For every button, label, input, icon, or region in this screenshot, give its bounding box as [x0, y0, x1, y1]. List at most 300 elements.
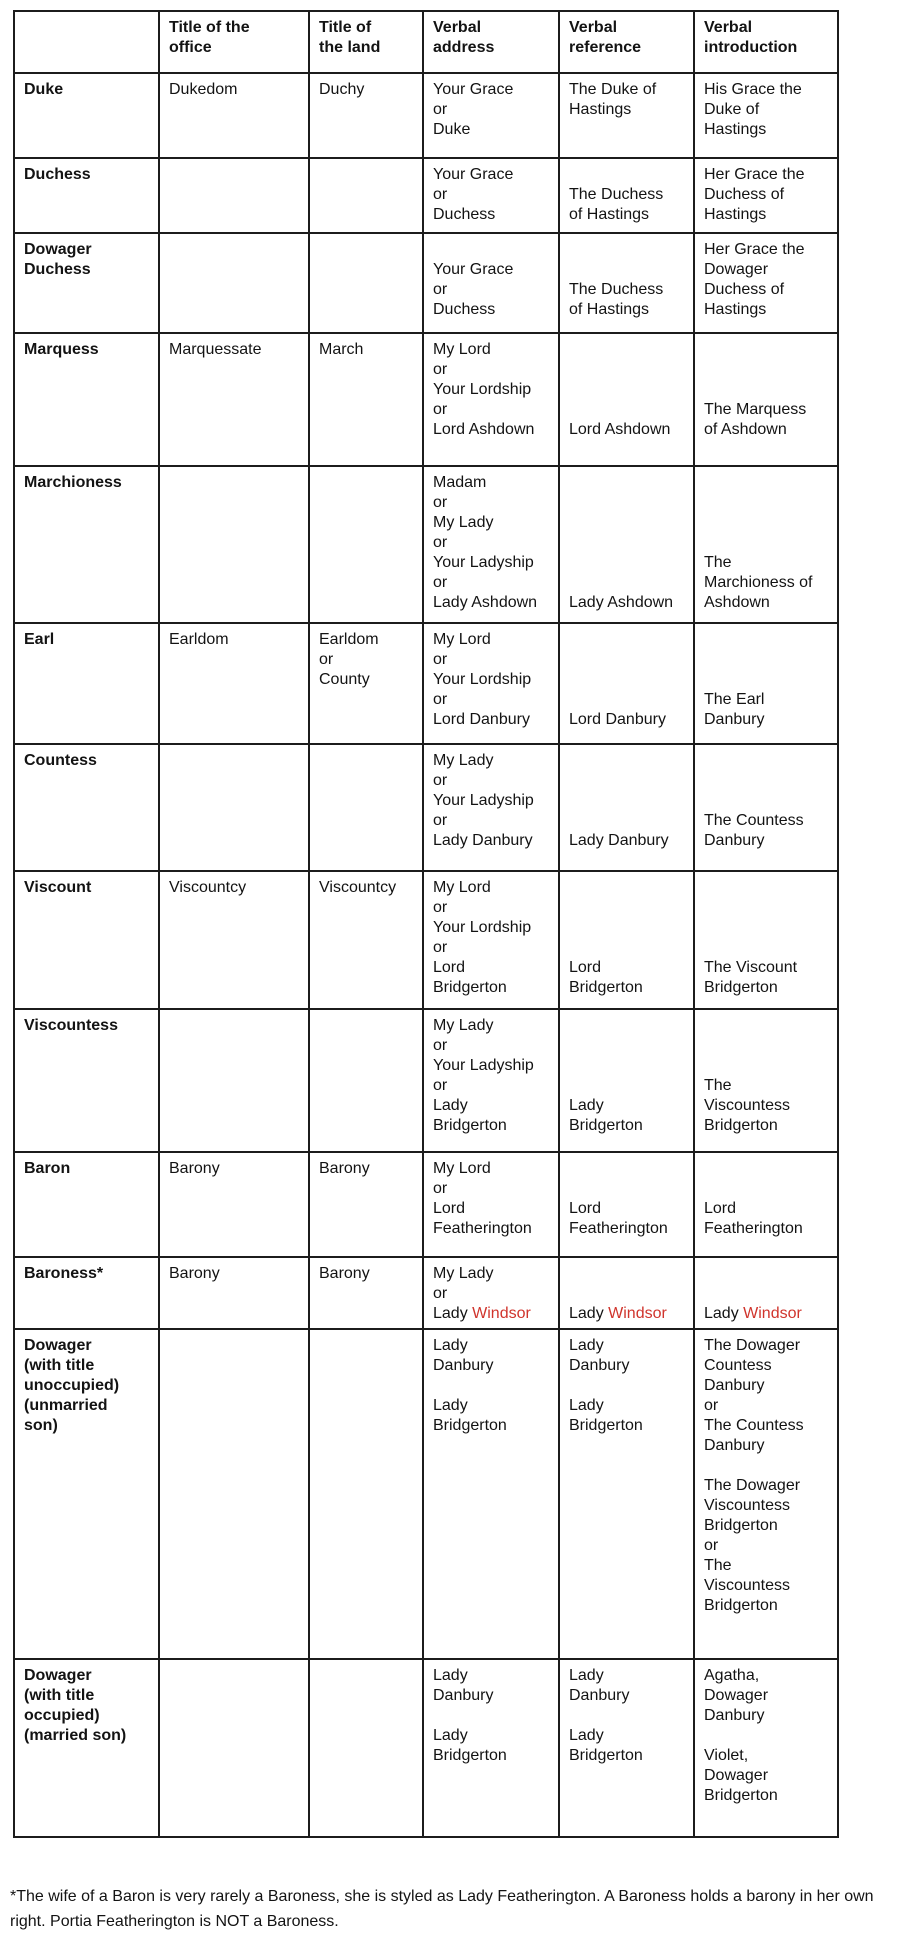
cell-line: of Hastings — [569, 301, 650, 318]
dowager-title-occupied-title-of-land — [309, 1659, 423, 1837]
cell-line: Barony — [169, 1160, 220, 1177]
cell-line — [569, 630, 686, 650]
cell-line: Danbury — [704, 832, 765, 849]
cell-line: Your Ladyship — [433, 554, 534, 571]
cell-line: Title of — [319, 19, 372, 36]
cell-line — [569, 1036, 686, 1056]
cell-line — [704, 918, 830, 938]
cell-line: Danbury — [569, 1687, 630, 1704]
table-row-marchioness — [14, 466, 838, 623]
cell-line: Marchioness — [24, 474, 122, 491]
cell-line: Lord Ashdown — [569, 421, 671, 438]
cell-line: Lord — [569, 959, 602, 976]
duke-title-of-office — [159, 73, 309, 158]
dowager-title-unoccupied-row-label — [14, 1329, 159, 1659]
cell-line — [704, 1726, 830, 1746]
viscount-verbal-introduction — [694, 871, 838, 1009]
header-cell-row-label — [14, 11, 159, 73]
cell-line: introduction — [704, 39, 798, 56]
cell-line — [569, 493, 686, 513]
cell-line — [569, 533, 686, 553]
cell-line: or — [433, 691, 448, 708]
cell-line — [569, 811, 686, 831]
cell-line — [569, 938, 686, 958]
cell-line: The Duchess — [569, 186, 664, 203]
cell-line: or — [433, 494, 448, 511]
cell-line — [704, 1264, 830, 1284]
cell-line — [569, 1284, 686, 1304]
cell-line: Your Grace — [433, 166, 514, 183]
countess-verbal-introduction — [694, 744, 838, 871]
baroness-title-of-land — [309, 1257, 423, 1329]
cell-line — [569, 791, 686, 811]
cell-line: or — [433, 651, 448, 668]
cell-line: Featherington — [569, 1220, 668, 1237]
cell-line: Bridgerton — [433, 1117, 507, 1134]
duchess-verbal-reference — [559, 158, 694, 233]
viscount-verbal-reference — [559, 871, 694, 1009]
countess-verbal-reference — [559, 744, 694, 871]
cell-line: Verbal — [569, 19, 618, 36]
cell-line: The Countess — [704, 812, 804, 829]
dowager-title-occupied-verbal-introduction — [694, 1659, 838, 1837]
cell-line: occupied) — [24, 1707, 100, 1724]
cell-line: or — [433, 1037, 448, 1054]
cell-line: Viscount — [24, 879, 92, 896]
cell-line: Hastings — [704, 206, 767, 223]
cell-line: Dukedom — [169, 81, 238, 98]
cell-line — [704, 751, 830, 771]
cell-line: Lady — [569, 1397, 604, 1414]
cell-line: The Marquess — [704, 401, 807, 418]
cell-line: Dowager — [24, 241, 92, 258]
table-row-viscount — [14, 871, 838, 1009]
cell-line — [704, 360, 830, 380]
cell-line: Viscountcy — [169, 879, 247, 896]
cell-line: Earldom — [319, 631, 379, 648]
table-row-baron — [14, 1152, 838, 1257]
cell-line — [569, 1056, 686, 1076]
cell-line: Hastings — [704, 121, 767, 138]
baron-title-of-office — [159, 1152, 309, 1257]
cell-line: or — [319, 651, 334, 668]
dowager-duchess-row-label — [14, 233, 159, 333]
table-row-duke — [14, 73, 838, 158]
cell-line — [704, 493, 830, 513]
cell-line: Bridgerton — [433, 979, 507, 996]
viscountess-verbal-reference — [559, 1009, 694, 1152]
cell-line — [704, 1179, 830, 1199]
baron-row-label — [14, 1152, 159, 1257]
duchess-verbal-address — [423, 158, 559, 233]
cell-line: Your Ladyship — [433, 792, 534, 809]
cell-line: Marquessate — [169, 341, 262, 358]
baroness-verbal-address — [423, 1257, 559, 1329]
cell-line: Duchess — [433, 206, 496, 223]
cell-line: or — [433, 281, 448, 298]
dowager-title-occupied-row-label — [14, 1659, 159, 1837]
cell-line: Duke of — [704, 101, 760, 118]
cell-line: Title of the — [169, 19, 250, 36]
baroness-row-label — [14, 1257, 159, 1329]
cell-line: or — [433, 1077, 448, 1094]
cell-line — [569, 553, 686, 573]
cell-line — [569, 878, 686, 898]
cell-line: Viscountess — [24, 1017, 118, 1034]
cell-line: (with title — [24, 1357, 95, 1374]
highlighted-red-text: Windsor — [743, 1305, 802, 1322]
marquess-row-label — [14, 333, 159, 466]
cell-line: Marquess — [24, 341, 99, 358]
cell-line: Dowager — [24, 1667, 92, 1684]
cell-line — [569, 340, 686, 360]
earl-row-label — [14, 623, 159, 744]
cell-line: Lady — [433, 1667, 468, 1684]
cell-line: Lady Windsor — [704, 1305, 802, 1322]
marquess-verbal-introduction — [694, 333, 838, 466]
table-row-marquess — [14, 333, 838, 466]
duke-verbal-address — [423, 73, 559, 158]
table-row-dowager-duchess — [14, 233, 838, 333]
cell-line: Duchess of — [704, 186, 785, 203]
table-row-earl — [14, 623, 838, 744]
cell-line: The — [704, 554, 732, 571]
marchioness-title-of-office — [159, 466, 309, 623]
marchioness-verbal-address — [423, 466, 559, 623]
cell-line: or — [433, 361, 448, 378]
countess-title-of-office — [159, 744, 309, 871]
cell-line: Barony — [319, 1160, 370, 1177]
cell-line — [569, 1706, 686, 1726]
cell-line — [433, 1706, 551, 1726]
cell-line: Earldom — [169, 631, 229, 648]
earl-title-of-office — [159, 623, 309, 744]
table-row-dowager-title-unoccupied — [14, 1329, 838, 1659]
cell-line: Dowager — [704, 1767, 769, 1784]
table-header — [14, 11, 838, 73]
cell-line: His Grace the — [704, 81, 802, 98]
dowager-duchess-title-of-office — [159, 233, 309, 333]
cell-line — [704, 340, 830, 360]
cell-line: Bridgerton — [704, 1117, 778, 1134]
cell-line: Madam — [433, 474, 487, 491]
header-cell-verbal-reference — [559, 11, 694, 73]
cell-line: Lady Windsor — [569, 1305, 667, 1322]
cell-line: Lady — [569, 1097, 604, 1114]
viscount-verbal-address — [423, 871, 559, 1009]
cell-line: Duchess — [24, 166, 91, 183]
cell-line — [704, 670, 830, 690]
marchioness-row-label — [14, 466, 159, 623]
cell-line: Lady — [433, 1097, 468, 1114]
cell-line: or — [433, 1285, 448, 1302]
cell-line — [704, 630, 830, 650]
dowager-duchess-verbal-introduction — [694, 233, 838, 333]
cell-line: Your Lordship — [433, 671, 532, 688]
duke-verbal-introduction — [694, 73, 838, 158]
cell-line: Lady Ashdown — [433, 594, 538, 611]
cell-line: The Duke of — [569, 81, 657, 98]
cell-line: Danbury — [704, 711, 765, 728]
cell-line: Lady — [569, 1727, 604, 1744]
cell-line — [569, 751, 686, 771]
cell-line: County — [319, 671, 370, 688]
earl-verbal-address — [423, 623, 559, 744]
cell-line: Lady — [433, 1337, 468, 1354]
cell-line — [569, 513, 686, 533]
cell-line: The — [704, 1077, 732, 1094]
cell-line — [569, 360, 686, 380]
cell-line — [704, 878, 830, 898]
duke-row-label — [14, 73, 159, 158]
cell-line — [569, 1159, 686, 1179]
cell-line: Dowager — [704, 261, 769, 278]
cell-line — [704, 1016, 830, 1036]
dowager-title-occupied-verbal-reference — [559, 1659, 694, 1837]
header-cell-title-of-office — [159, 11, 309, 73]
dowager-title-occupied-title-of-office — [159, 1659, 309, 1837]
cell-line: Lord — [433, 959, 466, 976]
cell-line — [569, 898, 686, 918]
table-row-duchess — [14, 158, 838, 233]
cell-line — [433, 240, 551, 260]
cell-line: My Lord — [433, 1160, 491, 1177]
cell-line: office — [169, 39, 212, 56]
baron-verbal-reference — [559, 1152, 694, 1257]
marchioness-verbal-reference — [559, 466, 694, 623]
table-row-baroness — [14, 1257, 838, 1329]
cell-line: Bridgerton — [433, 1747, 507, 1764]
cell-line — [704, 1036, 830, 1056]
cell-line: Bridgerton — [569, 1417, 643, 1434]
dowager-duchess-verbal-address — [423, 233, 559, 333]
cell-line: Verbal — [433, 19, 482, 36]
cell-line: Featherington — [433, 1220, 532, 1237]
cell-line: Lady — [433, 1397, 468, 1414]
cell-line: Danbury — [704, 1377, 765, 1394]
table-body — [14, 73, 838, 1837]
cell-line — [704, 791, 830, 811]
cell-line: Earl — [24, 631, 55, 648]
cell-line — [569, 771, 686, 791]
dowager-title-unoccupied-verbal-introduction — [694, 1329, 838, 1659]
marchioness-verbal-introduction — [694, 466, 838, 623]
earl-verbal-reference — [559, 623, 694, 744]
cell-line: son) — [24, 1417, 58, 1434]
cell-line: (unmarried — [24, 1397, 108, 1414]
header-cell-title-of-land — [309, 11, 423, 73]
cell-line — [704, 513, 830, 533]
dowager-duchess-title-of-land — [309, 233, 423, 333]
table-row-viscountess — [14, 1009, 838, 1152]
cell-line: The — [704, 1557, 732, 1574]
cell-line: Violet, — [704, 1747, 749, 1764]
viscountess-verbal-address — [423, 1009, 559, 1152]
highlighted-red-text: Windsor — [608, 1305, 667, 1322]
cell-line: Viscountess — [704, 1577, 790, 1594]
cell-line: Lady Ashdown — [569, 594, 674, 611]
cell-line — [569, 690, 686, 710]
cell-line: Duchess — [24, 261, 91, 278]
cell-line — [433, 1376, 551, 1396]
cell-line: Your Lordship — [433, 381, 532, 398]
cell-line: the land — [319, 39, 381, 56]
cell-line: of Hastings — [569, 206, 650, 223]
countess-title-of-land — [309, 744, 423, 871]
cell-line: Danbury — [433, 1687, 494, 1704]
marchioness-title-of-land — [309, 466, 423, 623]
cell-line: or — [433, 772, 448, 789]
cell-line — [704, 1456, 830, 1476]
cell-line: Bridgerton — [704, 1517, 778, 1534]
duke-title-of-land — [309, 73, 423, 158]
cell-line: The Earl — [704, 691, 765, 708]
cell-line: Lady Danbury — [433, 832, 533, 849]
viscountess-verbal-introduction — [694, 1009, 838, 1152]
cell-line: Lord — [433, 1200, 466, 1217]
header-cell-verbal-introduction — [694, 11, 838, 73]
cell-line: Lord — [569, 1200, 602, 1217]
cell-line — [569, 1016, 686, 1036]
cell-line — [569, 260, 686, 280]
dowager-title-unoccupied-title-of-office — [159, 1329, 309, 1659]
cell-line: My Lord — [433, 341, 491, 358]
dowager-title-unoccupied-verbal-address — [423, 1329, 559, 1659]
cell-line: Lord Danbury — [569, 711, 666, 728]
cell-line: of Ashdown — [704, 421, 787, 438]
cell-line: My Lord — [433, 631, 491, 648]
cell-line — [704, 380, 830, 400]
cell-line — [704, 1056, 830, 1076]
marquess-verbal-address — [423, 333, 559, 466]
cell-line — [569, 573, 686, 593]
cell-line: Viscountess — [704, 1097, 790, 1114]
cell-line: Bridgerton — [569, 1117, 643, 1134]
cell-line — [704, 1284, 830, 1304]
cell-line: Hastings — [704, 301, 767, 318]
cell-line: Viscountcy — [319, 879, 397, 896]
cell-line: (with title — [24, 1687, 95, 1704]
cell-line — [24, 18, 151, 38]
cell-line: Danbury — [704, 1707, 765, 1724]
baron-title-of-land — [309, 1152, 423, 1257]
duchess-title-of-land — [309, 158, 423, 233]
cell-line — [569, 1076, 686, 1096]
header-cell-verbal-address — [423, 11, 559, 73]
cell-line: Lord Danbury — [433, 711, 530, 728]
cell-line: Bridgerton — [569, 1747, 643, 1764]
cell-line — [704, 898, 830, 918]
cell-line: Your Lordship — [433, 919, 532, 936]
cell-line: Your Ladyship — [433, 1057, 534, 1074]
cell-line: March — [319, 341, 364, 358]
dowager-title-occupied-verbal-address — [423, 1659, 559, 1837]
viscount-title-of-land — [309, 871, 423, 1009]
cell-line: Her Grace the — [704, 241, 805, 258]
cell-line — [704, 938, 830, 958]
cell-line: The Viscount — [704, 959, 798, 976]
cell-line: Barony — [319, 1265, 370, 1282]
cell-line — [569, 400, 686, 420]
duchess-row-label — [14, 158, 159, 233]
earl-title-of-land — [309, 623, 423, 744]
cell-line: or — [704, 1397, 719, 1414]
cell-line: Dowager — [24, 1337, 92, 1354]
footnote: *The wife of a Baron is very rarely a Baroness, she is styled as Lady Featherington. A Baroness holds a barony in her own right. Portia Featherington is NOT a Baroness. — [10, 1888, 874, 1930]
baroness-title-of-office — [159, 1257, 309, 1329]
cell-line — [704, 650, 830, 670]
cell-line — [704, 771, 830, 791]
cell-line — [704, 473, 830, 493]
cell-line: Her Grace the — [704, 166, 805, 183]
cell-line: Duchess of — [704, 281, 785, 298]
baron-verbal-address — [423, 1152, 559, 1257]
cell-line — [704, 1159, 830, 1179]
baron-verbal-introduction — [694, 1152, 838, 1257]
cell-line: Your Grace — [433, 81, 514, 98]
cell-line: Ashdown — [704, 594, 770, 611]
dowager-title-unoccupied-title-of-land — [309, 1329, 423, 1659]
cell-line: Agatha, — [704, 1667, 760, 1684]
cell-line: Lady Danbury — [569, 832, 669, 849]
cell-line: My Lady — [433, 752, 494, 769]
cell-line — [569, 650, 686, 670]
cell-line: My Lady — [433, 514, 494, 531]
cell-line: Duchy — [319, 81, 365, 98]
cell-line: Danbury — [569, 1357, 630, 1374]
cell-line: Duke — [433, 121, 471, 138]
cell-line: Featherington — [704, 1220, 803, 1237]
cell-line: Dowager — [704, 1687, 769, 1704]
cell-line: Lady — [569, 1337, 604, 1354]
cell-line: Bridgerton — [704, 1787, 778, 1804]
cell-line — [569, 1264, 686, 1284]
duchess-title-of-office — [159, 158, 309, 233]
cell-line: or — [433, 101, 448, 118]
cell-line: The Dowager — [704, 1477, 801, 1494]
cell-line: Danbury — [704, 1437, 765, 1454]
cell-line: or — [433, 1180, 448, 1197]
cell-line — [569, 240, 686, 260]
cell-line: Baroness* — [24, 1265, 104, 1282]
dowager-duchess-verbal-reference — [559, 233, 694, 333]
duchess-verbal-introduction — [694, 158, 838, 233]
cell-line: Lord Ashdown — [433, 421, 535, 438]
viscount-row-label — [14, 871, 159, 1009]
cell-line: Countess — [704, 1357, 772, 1374]
cell-line: Countess — [24, 752, 97, 769]
cell-line: My Lady — [433, 1265, 494, 1282]
cell-line: Bridgerton — [569, 979, 643, 996]
cell-line: Verbal — [704, 19, 753, 36]
cell-line: or — [433, 812, 448, 829]
viscountess-title-of-land — [309, 1009, 423, 1152]
cell-line — [569, 1179, 686, 1199]
cell-line: Barony — [169, 1265, 220, 1282]
cell-line: or — [433, 534, 448, 551]
cell-line: My Lord — [433, 879, 491, 896]
marquess-verbal-reference — [559, 333, 694, 466]
cell-line — [569, 1376, 686, 1396]
cell-line: or — [433, 574, 448, 591]
duke-verbal-reference — [559, 73, 694, 158]
header-row — [14, 11, 838, 73]
cell-line: Danbury — [433, 1357, 494, 1374]
cell-line: Lady — [569, 1667, 604, 1684]
cell-line: Lady — [433, 1727, 468, 1744]
cell-line: Bridgerton — [704, 1597, 778, 1614]
cell-line: Baron — [24, 1160, 71, 1177]
